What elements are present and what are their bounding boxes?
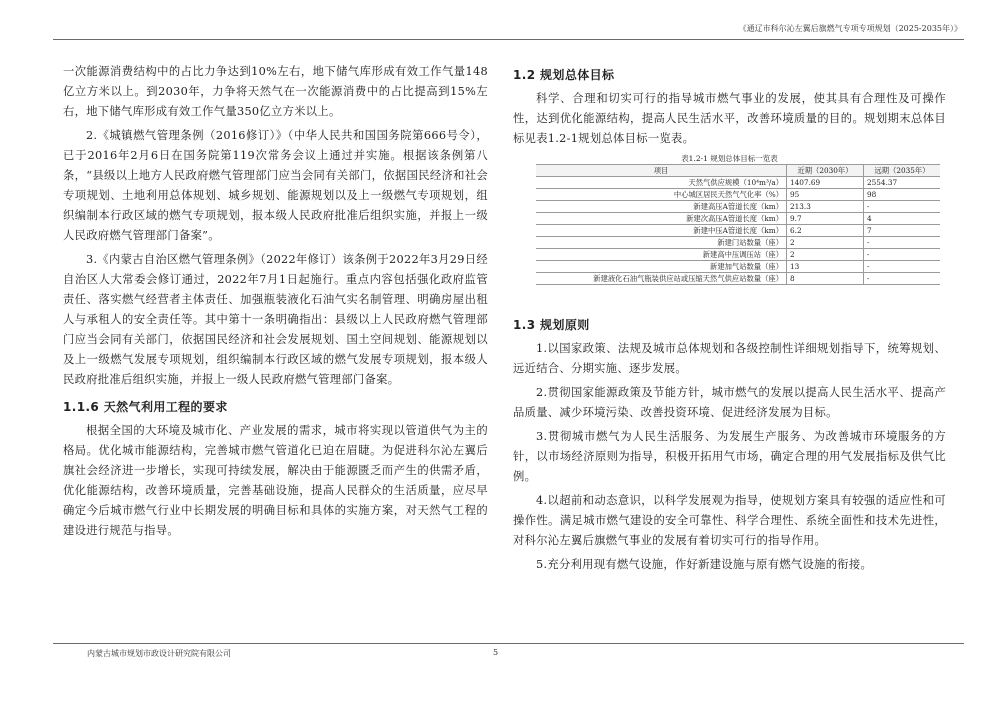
- table-row: [536, 201, 940, 213]
- table-cell: 1407.69: [787, 177, 864, 189]
- principle-item: 1.以国家政策、法规及城市总体规划和各级控制性详细规划指导下，统筹规划、远近结合、分期实施、逐步发展。: [513, 342, 946, 375]
- table-cell: 6.2: [787, 225, 864, 237]
- table-cell: 新建次高压A管道长度（km）: [536, 213, 787, 225]
- paragraph-inner-mongolia-regulation: 3.《内蒙古自治区燃气管理条例》（2022年修订）该条例于2022年3月29日经自治区人大常委会修订通过，2022年7月1日起施行。重点内容包括强化政府监管责任、落实燃气经营者主体责任、加强瓶装液化石油气实名制管理、明确房屋出租人与承租人的安全责任等。其中第十一条明确指出：县级以上人民政府燃气管理部门应当会同有关部门，依据国民经济和社会发展规划、国土空间规划、能源规划以及上一级燃气发展专项规划，组织编制本行政区域的燃气发展专项规划，报本级人民政府批准后组织实施，并报上一级人民政府燃气管理部门备案。: [63, 253, 488, 386]
- table-cell: 新建高中压调压站（座）: [536, 249, 787, 261]
- table-cell: 2554.37: [864, 177, 941, 189]
- page-header-title: 《通辽市科尔沁左翼后旗燃气专项专项规划（2025-2035年）》: [738, 24, 962, 33]
- table-cell: 中心城区居民天然气气化率（%）: [536, 189, 787, 201]
- table-cell: 95: [787, 189, 864, 201]
- table-cell: 2: [787, 249, 864, 261]
- page-number: 5: [493, 648, 499, 657]
- section-heading-1-3: 1.3 规划原则: [513, 318, 590, 332]
- header-divider: [53, 39, 964, 40]
- planning-targets-table: [536, 164, 940, 285]
- table-header-cell: 项目: [536, 165, 787, 177]
- table-row: [536, 225, 940, 237]
- table-cell: 新建加气站数量（座）: [536, 261, 787, 273]
- table-header-cell: 远期（2035年）: [864, 165, 941, 177]
- table-header-cell: 近期（2030年）: [787, 165, 864, 177]
- table-row: [536, 249, 940, 261]
- table-cell: 8: [787, 273, 864, 285]
- table-cell: 9.7: [787, 213, 864, 225]
- table-cell: 新建中压A管道长度（km）: [536, 225, 787, 237]
- section-heading-1-2: 1.2 规划总体目标: [513, 68, 615, 82]
- table-cell: -: [864, 273, 941, 285]
- principle-item: 2.贯彻国家能源政策及节能方针，城市燃气的发展以提高人民生活水平、提高产品质量、减少环境污染、改善投资环境、促进经济发展为目标。: [513, 386, 946, 419]
- paragraph-energy-targets: 一次能源消费结构中的占比力争达到10%左右，地下储气库形成有效工作气量148亿立方米以上。到2030年，力争将天然气在一次能源消费中的占比提高到15%左右，地下储气库形成有效工作气量350亿立方米以上。: [63, 65, 488, 118]
- table-caption: 表1.2-1 规划总体目标一览表: [681, 154, 778, 163]
- table-cell: -: [864, 261, 941, 273]
- table-row: [536, 261, 940, 273]
- table-row: [536, 177, 940, 189]
- principle-item: 5.充分利用现有燃气设施，作好新建设施与原有燃气设施的衔接。: [536, 558, 873, 571]
- table-cell: -: [864, 237, 941, 249]
- table-cell: 天然气供应规模（10⁴m³/a）: [536, 177, 787, 189]
- footer-organization: 内蒙古城市规划市政设计研究院有限公司: [87, 649, 231, 658]
- table-cell: 13: [787, 261, 864, 273]
- table-cell: 98: [864, 189, 941, 201]
- table-cell: -: [864, 249, 941, 261]
- right-column: [513, 62, 946, 579]
- table-cell: 2: [787, 237, 864, 249]
- table-cell: 新建门站数量（座）: [536, 237, 787, 249]
- table-cell: -: [864, 201, 941, 213]
- table-row: [536, 237, 940, 249]
- principle-item: 3.贯彻城市燃气为人民生活服务、为发展生产服务、为改善城市环境服务的方针，以市场经济原则为指导，积极开拓用气市场，确定合理的用气发展指标及供气比例。: [513, 430, 946, 483]
- paragraph-urban-gas-regulation: 2.《城镇燃气管理条例（2016修订）》（中华人民共和国国务院第666号令），已于2016年2月6日在国务院第119次常务会议上通过并实施。根据该条例第八条，“县级以上地方人民政府燃气管理部门应当会同有关部门，依据国民经济和社会专项规划、土地利用总体规划、城乡规划、能源规划以及上一级燃气专项规划，组织编制本行政区域的燃气专项规划，报本级人民政府批准后组织实施，并报上一级人民政府燃气管理部门备案”。: [63, 129, 488, 242]
- table-cell: 4: [864, 213, 941, 225]
- table-cell: 213.3: [787, 201, 864, 213]
- table-cell: 新建高压A管道长度（km）: [536, 201, 787, 213]
- left-column: [63, 62, 488, 545]
- paragraph-gas-utilization: 根据全国的大环境及城市化、产业发展的需求，城市将实现以管道供气为主的格局。优化城市能源结构，完善城市燃气管道化已迫在眉睫。为促进科尔沁左翼后旗社会经济进一步增长，实现可持续发展，解决由于能源匮乏而产生的供需矛盾，优化能源结构，改善环境质量，完善基础设施，提高人民群众的生活质量，应尽早确定今后城市燃气行业中长期发展的明确目标和具体的实施方案，对天然气工程的建设进行规范与指导。: [63, 424, 488, 537]
- table-row: [536, 213, 940, 225]
- table-row: [536, 189, 940, 201]
- paragraph-overall-goal: 科学、合理和切实可行的指导城市燃气事业的发展，使其具有合理性及可操作性，达到优化能源结构，提高人民生活水平，改善环境质量的目的。规划期末总体目标见表1.2-1规划总体目标一览表。: [513, 92, 946, 145]
- footer-divider: [53, 643, 964, 644]
- section-heading-1-1-6: 1.1.6 天然气利用工程的要求: [63, 400, 228, 414]
- table-cell: 7: [864, 225, 941, 237]
- table-cell: 新建液化石油气瓶装供应站或压缩天然气供应站数量（座）: [536, 273, 787, 285]
- table-row: [536, 273, 940, 285]
- table-header-row: [536, 165, 940, 177]
- principle-item: 4.以超前和动态意识，以科学发展观为指导，使规划方案具有较强的适应性和可操作性。满足城市燃气建设的安全可靠性、科学合理性、系统全面性和技术先进性，对科尔沁左翼后旗燃气事业的发展有着切实可行的指导作用。: [513, 494, 946, 547]
